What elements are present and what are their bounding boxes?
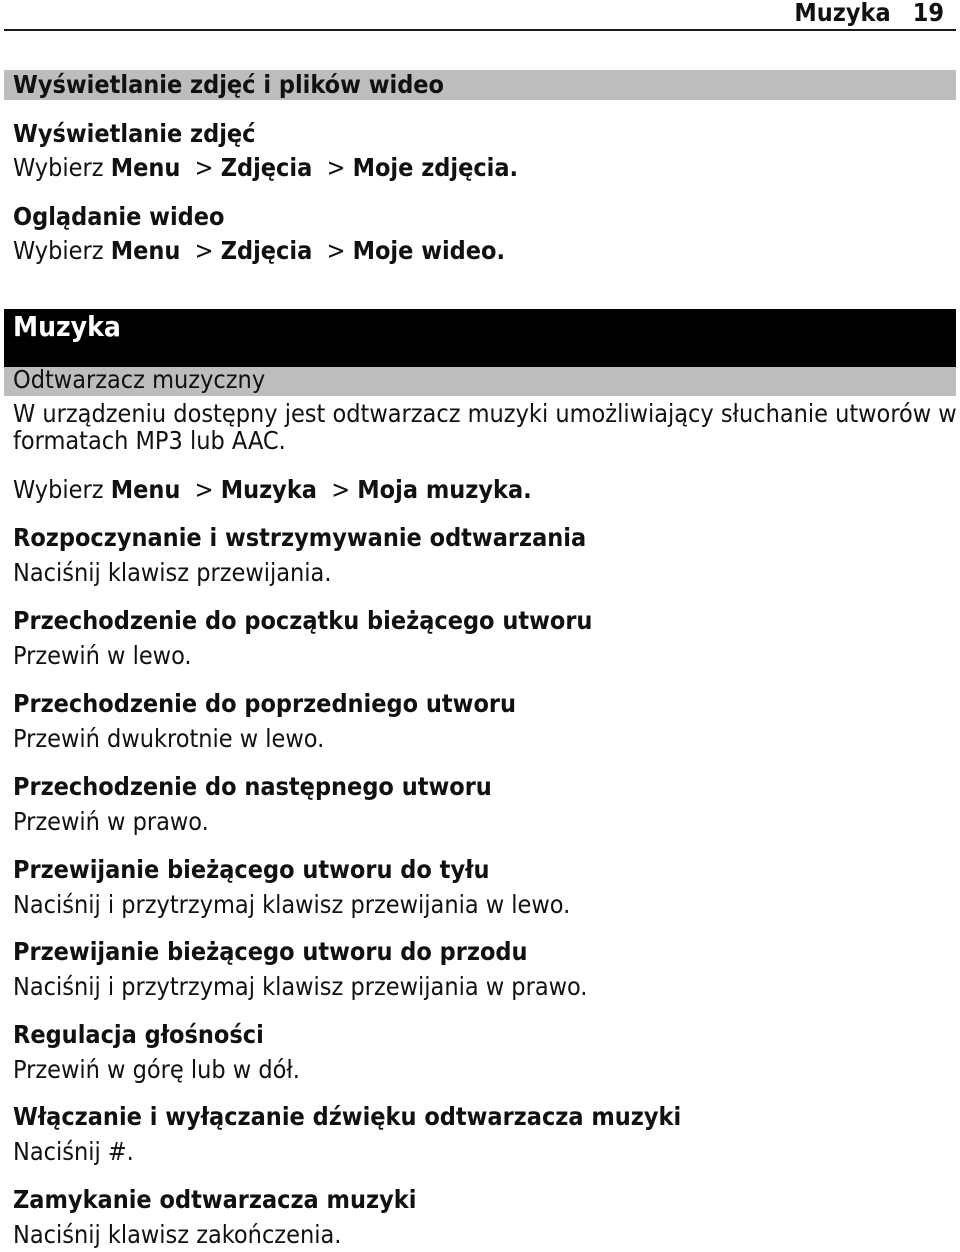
item-text: Naciśnij i przytrzymaj klawisz przewijania w lewo.: [13, 890, 571, 919]
music-instruction: [13, 474, 532, 506]
item-heading: Przechodzenie do poprzedniego utworu: [13, 689, 517, 718]
item-text: Przewiń dwukrotnie w lewo.: [13, 724, 325, 753]
menu-label: Menu: [110, 153, 181, 182]
photos-heading: Wyświetlanie zdjęć: [13, 119, 256, 148]
item-text: Przewiń w górę lub w dół.: [13, 1055, 300, 1084]
video-heading: Oglądanie wideo: [13, 202, 225, 231]
path-separator: >: [324, 475, 351, 504]
item-heading: Przewijanie bieżącego utworu do tyłu: [13, 855, 490, 884]
path-separator: >: [187, 475, 214, 504]
item-heading: Przechodzenie do początku bieżącego utworu: [13, 606, 593, 635]
path-item: Moje wideo.: [352, 236, 506, 265]
intro-line-1: W urządzeniu dostępny jest odtwarzacz muzyki umożliwiający słuchanie utworów w: [13, 399, 957, 428]
item-text: Naciśnij i przytrzymaj klawisz przewijania w prawo.: [13, 972, 588, 1001]
item-heading: Przechodzenie do następnego utworu: [13, 772, 492, 801]
path-separator: >: [187, 153, 214, 182]
video-instruction: [13, 235, 505, 267]
menu-label: Menu: [110, 475, 181, 504]
path-separator: >: [187, 236, 214, 265]
path-separator: >: [319, 236, 346, 265]
page-number: 19: [912, 0, 944, 27]
chapter-title: Muzyka: [13, 310, 121, 343]
header-section-title: Muzyka: [794, 0, 891, 27]
instruction-prefix: Wybierz: [13, 475, 104, 504]
item-heading: Włączanie i wyłączanie dźwięku odtwarzacza muzyki: [13, 1102, 682, 1131]
item-heading: Regulacja głośności: [13, 1020, 264, 1049]
path-item: Zdjęcia: [220, 236, 313, 265]
item-text: Naciśnij klawisz zakończenia.: [13, 1220, 342, 1249]
menu-label: Menu: [110, 236, 181, 265]
item-text: Naciśnij #.: [13, 1137, 134, 1166]
item-text: Naciśnij klawisz przewijania.: [13, 558, 332, 587]
header-rule: [4, 29, 956, 31]
photos-instruction: [13, 152, 518, 184]
item-heading: Przewijanie bieżącego utworu do przodu: [13, 937, 528, 966]
item-text: Przewiń w lewo.: [13, 641, 192, 670]
path-separator: >: [319, 153, 346, 182]
path-item: Muzyka: [220, 475, 317, 504]
section-title: Wyświetlanie zdjęć i plików wideo: [13, 70, 445, 99]
item-heading: Rozpoczynanie i wstrzymywanie odtwarzania: [13, 523, 587, 552]
instruction-prefix: Wybierz: [13, 236, 104, 265]
path-item: Moja muzyka.: [357, 475, 532, 504]
path-item: Zdjęcia: [220, 153, 313, 182]
chapter-title-bar: [4, 309, 956, 367]
intro-line-2: formatach MP3 lub AAC.: [13, 426, 286, 455]
path-item: Moje zdjęcia.: [352, 153, 519, 182]
instruction-prefix: Wybierz: [13, 153, 104, 182]
running-header: [794, 0, 944, 27]
subtitle: Odtwarzacz muzyczny: [13, 365, 266, 394]
item-text: Przewiń w prawo.: [13, 807, 209, 836]
item-heading: Zamykanie odtwarzacza muzyki: [13, 1185, 417, 1214]
